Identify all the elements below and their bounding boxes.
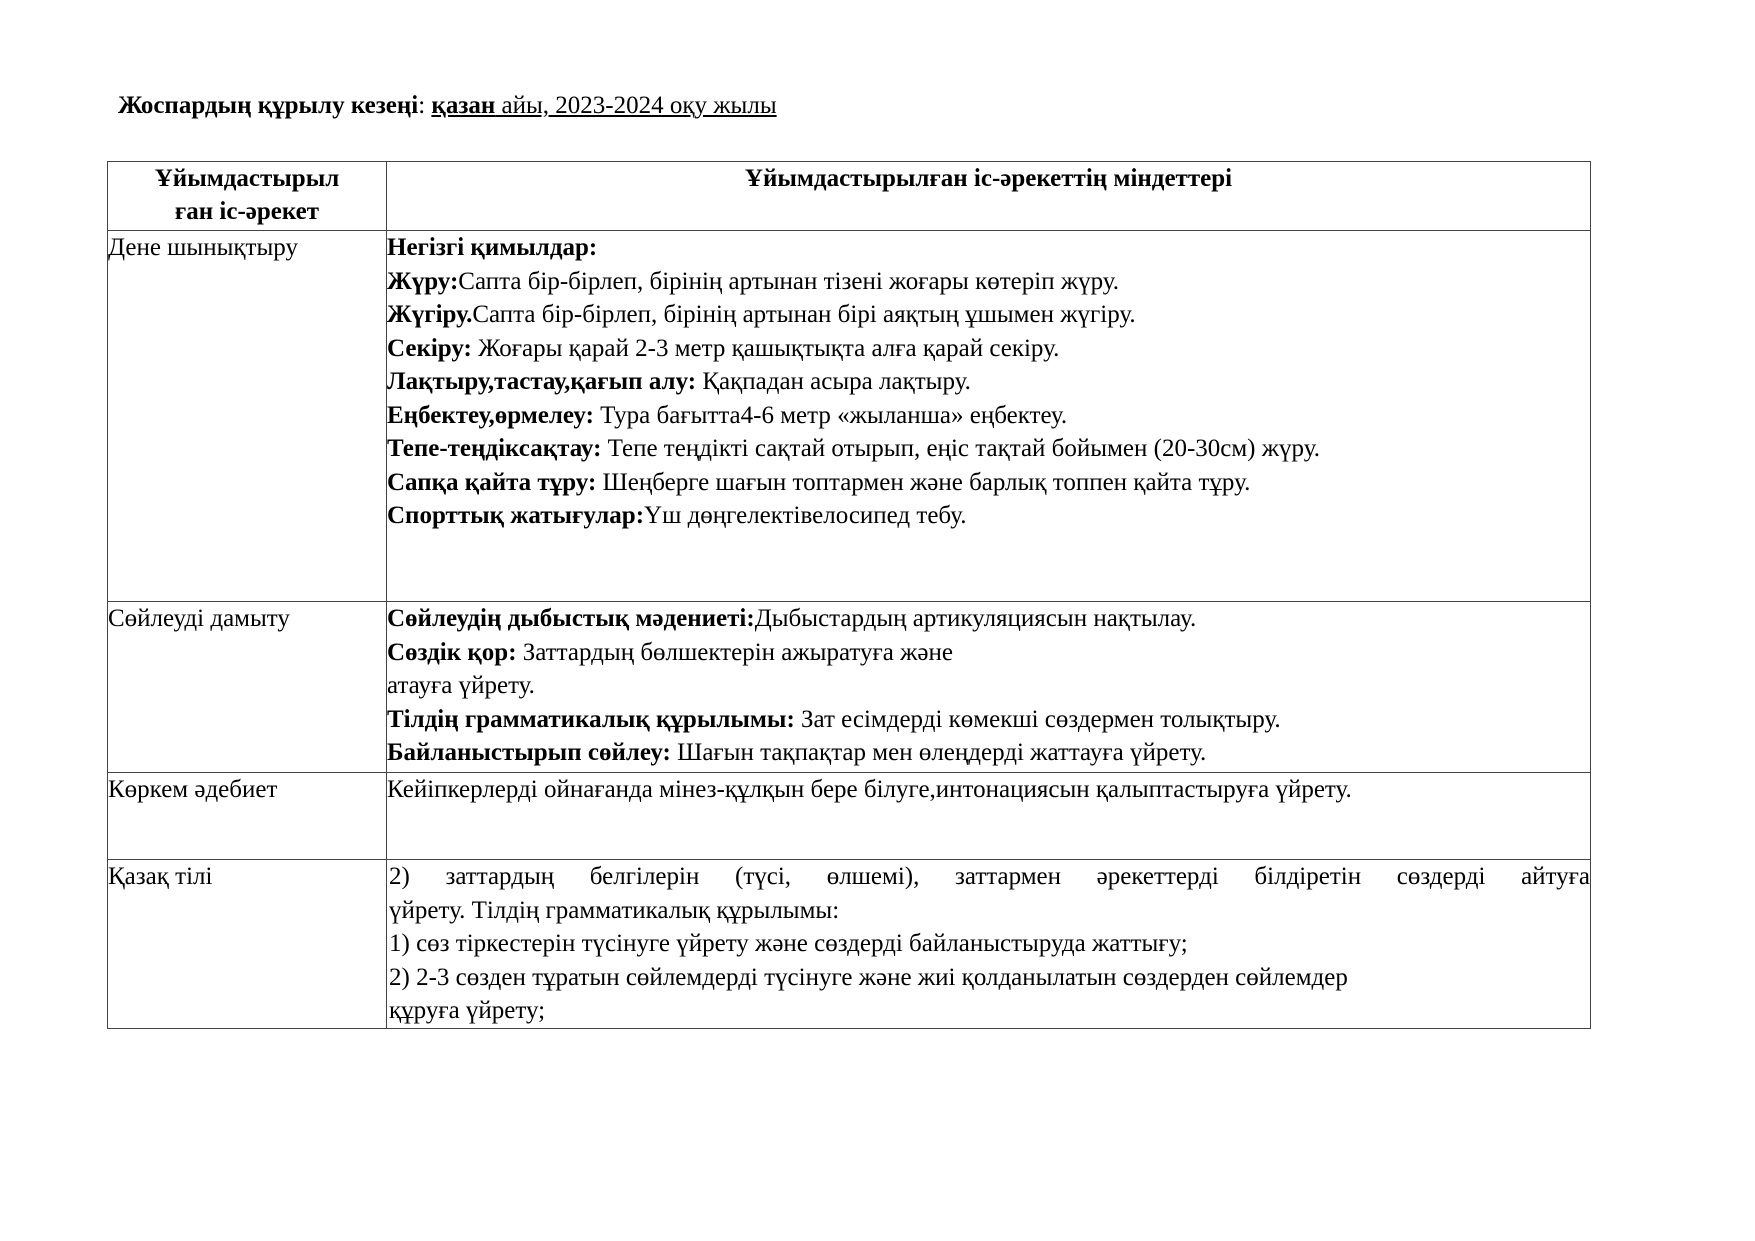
tasks-cell: [387, 860, 1591, 1029]
task-title: Байланыстырып сөйлеу:: [387, 739, 671, 766]
table-row: [108, 860, 1591, 1029]
task-text: Шағын тақпақтар мен өлеңдерді жаттауға үйрету.: [670, 739, 1207, 766]
task-text: 2) заттардың белгілерін (түсі, өлшемі), заттармен әрекеттерді білдіретін сөздерді айтуға: [389, 863, 1590, 890]
task-title: Спорттық жатығулар:: [387, 502, 645, 529]
task-line: [387, 669, 1590, 703]
task-text: Қақпадан асыра лақтыру.: [696, 368, 971, 395]
task-text: 2) 2-3 сөзден тұратын сөйлемдерді түсінуге және жиі қолданылатын сөздерден сөйлемдер: [389, 963, 1348, 991]
task-text: Сапта бір-бірлеп, бірінің артынан бірі аяқтың ұшымен жүгіру.: [472, 301, 1136, 328]
task-line: [387, 636, 1590, 670]
task-text: Тура бағытта4-6 метр «жыланша» еңбектеу.: [593, 401, 1068, 429]
task-text: Тепе теңдікті сақтай отырып, еңіс тақтай бойымен (20-30см) жүру.: [601, 435, 1320, 462]
task-line: [387, 703, 1590, 737]
plan-period-colon: :: [418, 92, 426, 119]
task-text: атауға үйрету.: [387, 672, 535, 699]
plan-period-value: [431, 92, 776, 119]
activity-cell: Дене шынықтыру: [108, 231, 387, 602]
activity-cell: Көркем әдебиет: [108, 773, 387, 860]
task-text: Жоғары қарай 2-3 метр қашықтықта алға қарай секіру.: [471, 334, 1060, 362]
task-title: Сапқа қайта тұру:: [387, 468, 597, 496]
task-line: [387, 265, 1590, 299]
task-line: [387, 736, 1590, 770]
table-header-row: [108, 162, 1591, 231]
task-text: Үш дөңгелектівелосипед тебу.: [644, 502, 967, 529]
task-text: Зат есімдерді көмекші сөздермен толықтыру.: [794, 705, 1281, 733]
activity-column-header: [108, 162, 387, 231]
tasks-column-header: Ұйымдастырылған іс-әрекеттің міндеттері: [387, 162, 1591, 231]
task-text: Заттардың бөлшектерін ажыратуға және: [516, 638, 953, 666]
task-line: [387, 231, 1590, 265]
activity-cell: Қазақ тілі: [108, 860, 387, 1029]
task-text: Дыбыстардың артикуляциясын нақтылау.: [754, 605, 1197, 632]
task-line: [387, 298, 1590, 332]
task-text: Сапта бір-бірлеп, бірінің артынан тізені жоғары көтеріп жүру.: [458, 267, 1120, 295]
task-title: Тілдің грамматикалық құрылымы:: [387, 705, 795, 733]
activity-header-line-2: ған іс-әрекет: [174, 198, 320, 225]
task-title: Секіру:: [387, 334, 472, 362]
task-title: Жүгіру.: [387, 301, 473, 328]
tasks-cell: [387, 602, 1591, 773]
task-line: [387, 399, 1590, 433]
task-title: Тепе-теңдіксақтау:: [387, 435, 602, 462]
task-line: [387, 602, 1590, 636]
task-title: Еңбектеу,өрмелеу:: [387, 401, 594, 429]
plan-period-month: қазан: [431, 92, 496, 119]
task-line: [387, 432, 1590, 466]
task-title: Негізгі қимылдар:: [387, 234, 598, 261]
task-line: [387, 332, 1590, 366]
task-title: Лақтыру,тастау,қағып алу:: [387, 368, 697, 395]
activity-cell: Сөйлеуді дамыту: [108, 602, 387, 773]
task-text: үйрету. Тілдің грамматикалық құрылымы:: [389, 896, 840, 924]
task-title: Жүру:: [387, 267, 459, 295]
task-text: Кейіпкерлерді ойнағанда мінез-құлқын бере білуге,интонациясын қалыптастыруға үйрету.: [387, 776, 1352, 803]
task-line: [387, 499, 1590, 533]
task-text: Шеңберге шағын топтармен және барлық топпен қайта тұру.: [596, 468, 1251, 496]
task-text: 1) сөз тіркестерін түсінуге үйрету және сөздерді байланыстыруда жаттығу;: [389, 930, 1188, 957]
tasks-cell: [387, 231, 1591, 602]
task-title: Сөздік қор:: [387, 638, 517, 666]
table-row: [108, 602, 1591, 773]
plan-period-label: Жоспардың құрылу кезеңі: [118, 92, 419, 119]
activity-header-line-1: Ұйымдастырыл: [154, 165, 340, 192]
activity-plan-table: [107, 161, 1591, 1029]
task-line: [387, 365, 1590, 399]
table-row: [108, 773, 1591, 860]
task-text: құруға үйрету;: [389, 997, 546, 1024]
plan-period-year: айы, 2023-2024 оқу жылы: [495, 92, 777, 119]
tasks-cell: [387, 773, 1591, 860]
table-row: [108, 231, 1591, 602]
task-title: Сөйлеудің дыбыстық мәдениеті:: [387, 605, 755, 632]
task-line: [387, 466, 1590, 500]
plan-period-heading: [118, 88, 777, 124]
